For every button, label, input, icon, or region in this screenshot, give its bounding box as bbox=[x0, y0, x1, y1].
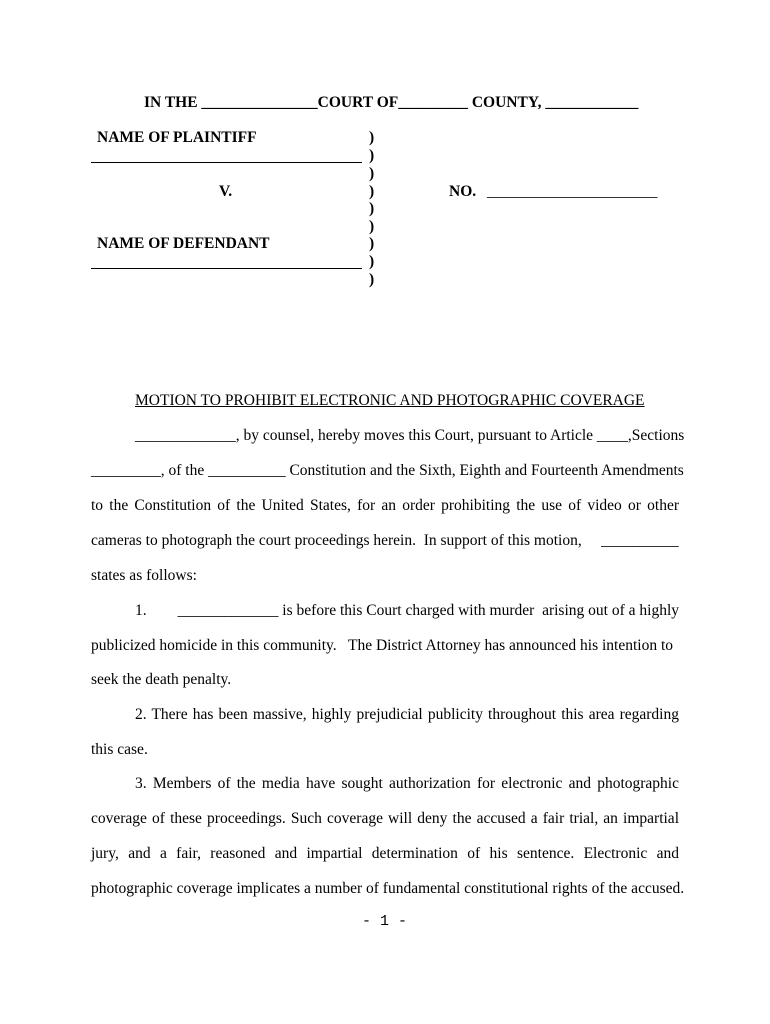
body-line: cameras to photograph the court proceedings herein. In support of this motion, __________ bbox=[91, 532, 679, 549]
paragraph-2-start: 2. There has been massive, highly prejudicial publicity throughout this area regarding bbox=[135, 706, 679, 723]
body-line: _________, of the __________ Constitution and the Sixth, Eighth and Fourteenth Amendments bbox=[91, 462, 684, 479]
court-heading: IN THE _______________COURT OF_________ COUNTY, ____________ bbox=[144, 94, 639, 111]
caption-paren: ) bbox=[369, 165, 375, 182]
plaintiff-label: NAME OF PLAINTIFF bbox=[97, 129, 257, 146]
paragraph-1-start: 1. _____________ is before this Court charged with murder arising out of a highly bbox=[135, 602, 679, 619]
page-number: - 1 - bbox=[362, 913, 408, 930]
caption-paren: ) bbox=[369, 235, 375, 252]
body-line: coverage of these proceedings. Such coverage will deny the accused a fair trial, an impartial bbox=[91, 810, 679, 827]
body-line: _____________, by counsel, hereby moves this Court, pursuant to Article ____,Sections bbox=[135, 427, 685, 444]
caption-paren: ) bbox=[369, 271, 375, 288]
paragraph-3-start: 3. Members of the media have sought authorization for electronic and photographic bbox=[135, 775, 679, 792]
body-line: this case. bbox=[91, 741, 148, 758]
caption-paren: ) bbox=[369, 218, 375, 235]
plaintiff-signature-line bbox=[91, 162, 362, 163]
defendant-label: NAME OF DEFENDANT bbox=[97, 235, 270, 252]
body-line: seek the death penalty. bbox=[91, 671, 232, 688]
caption-paren: ) bbox=[369, 200, 375, 217]
caption-paren: ) bbox=[369, 253, 375, 270]
case-number-label: NO. bbox=[449, 183, 477, 200]
body-line: jury, and a fair, reasoned and impartial determination of his sentence. Electronic and bbox=[91, 845, 679, 862]
motion-title: MOTION TO PROHIBIT ELECTRONIC AND PHOTOGRAPHIC COVERAGE bbox=[135, 392, 645, 409]
body-line: publicized homicide in this community. The District Attorney has announced his intention to bbox=[91, 637, 674, 654]
caption-paren: ) bbox=[369, 147, 375, 164]
body-line: photographic coverage implicates a number of fundamental constitutional rights of the accused. bbox=[91, 880, 685, 897]
case-number-field: ______________________ bbox=[487, 183, 658, 200]
body-line: states as follows: bbox=[91, 567, 197, 584]
defendant-signature-line bbox=[91, 268, 362, 269]
body-line: to the Constitution of the United States, for an order prohibiting the use of video or other bbox=[91, 497, 679, 514]
versus-label: V. bbox=[219, 183, 233, 200]
caption-paren: ) bbox=[369, 183, 375, 200]
caption-paren: ) bbox=[369, 129, 375, 146]
